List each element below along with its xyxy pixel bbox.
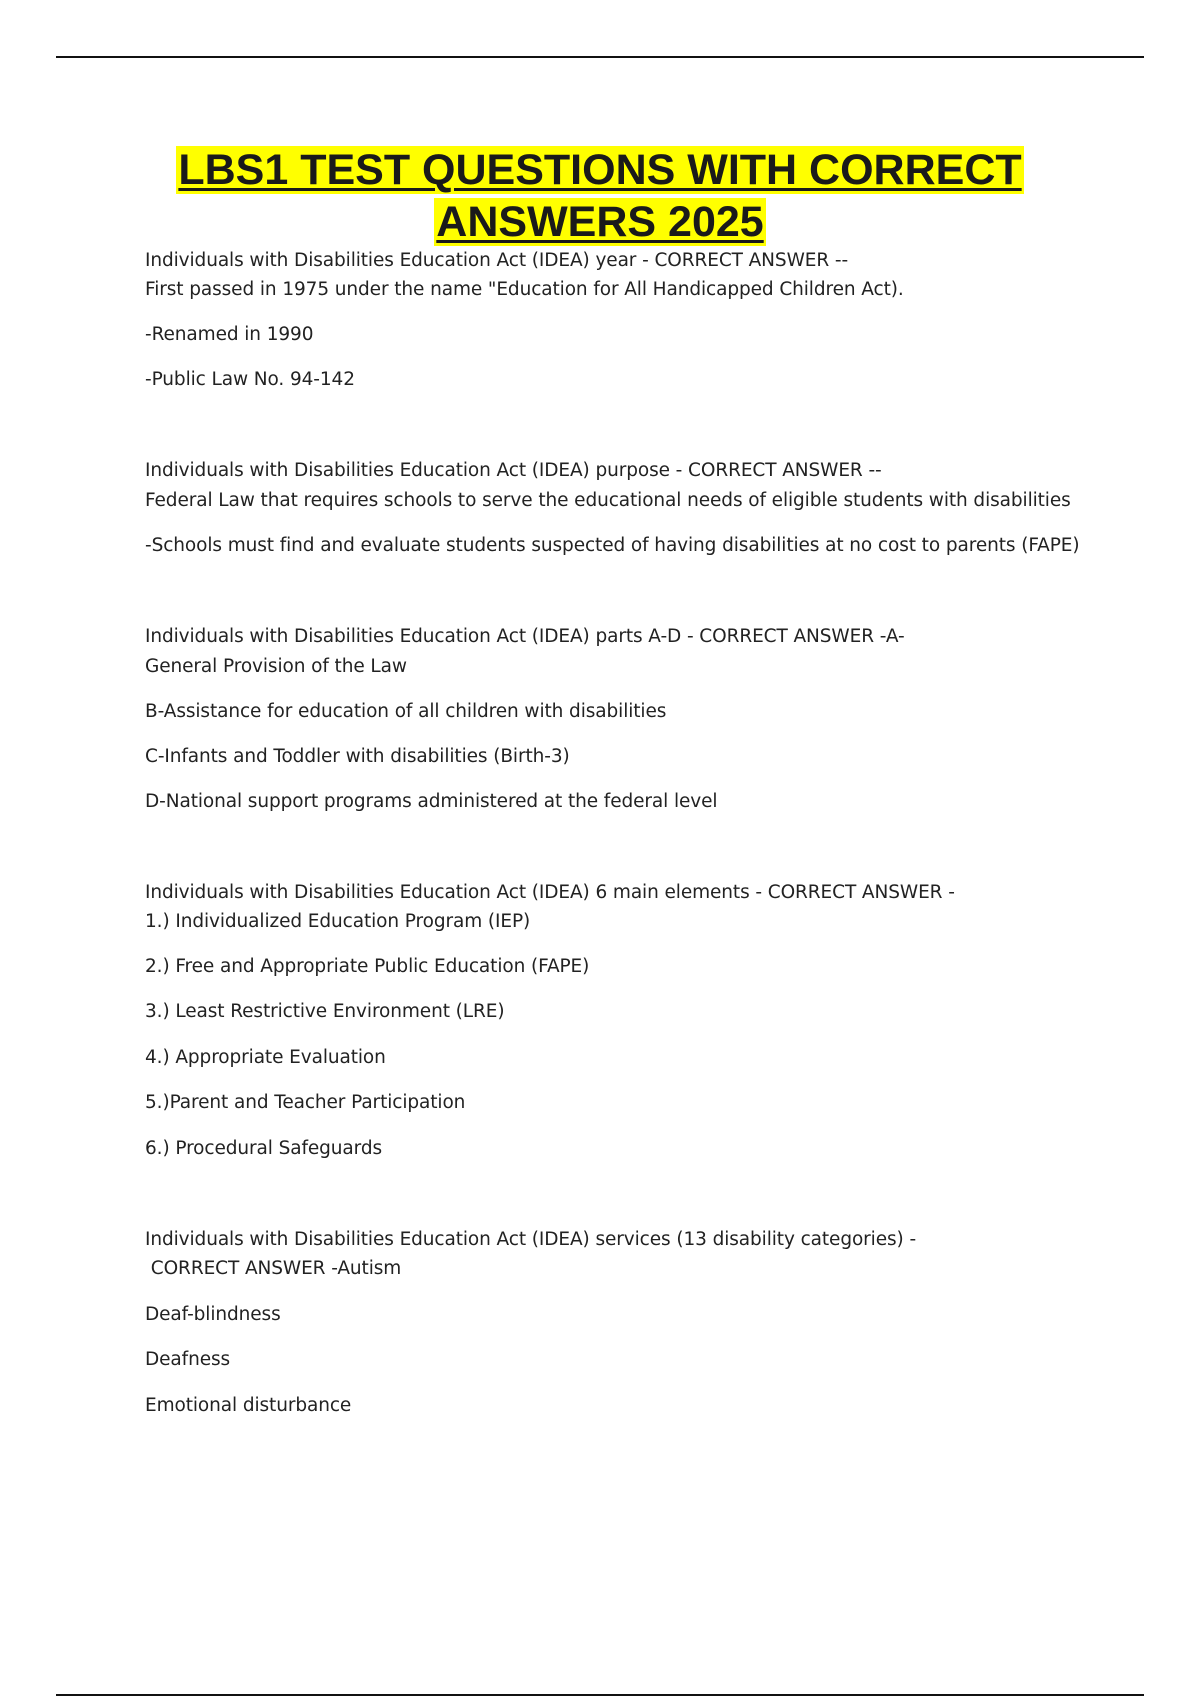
q3-answer-line: B-Assistance for education of all children with disabilities <box>145 701 667 722</box>
title-line-1: LBS1 TEST QUESTIONS WITH CORRECT <box>178 146 1022 194</box>
q5-answer-line: Deafness <box>145 1349 231 1370</box>
q1-answer-line: First passed in 1975 under the name "Education for All Handicapped Children Act). <box>145 279 904 300</box>
q1-question: Individuals with Disabilities Education Act (IDEA) year - CORRECT ANSWER -- <box>145 250 849 271</box>
top-rule <box>56 56 1144 58</box>
q5-answer-line: Deaf-blindness <box>145 1304 281 1325</box>
q4-answer-line: 3.) Least Restrictive Environment (LRE) <box>145 1001 505 1022</box>
q4-answer-line: 5.)Parent and Teacher Participation <box>145 1092 466 1113</box>
q3-answer-line: D-National support programs administered at the federal level <box>145 791 718 812</box>
q1-answer-line: -Public Law No. 94-142 <box>145 369 355 390</box>
q4-answer-line: 1.) Individualized Education Program (IEP) <box>145 911 531 932</box>
q2-answer-line: Federal Law that requires schools to serve the educational needs of eligible students with disabilities <box>145 490 1071 511</box>
q5-question: Individuals with Disabilities Education Act (IDEA) services (13 disability categories) - <box>145 1229 917 1250</box>
document-title <box>100 144 1100 248</box>
q4-answer-line: 6.) Procedural Safeguards <box>145 1138 383 1159</box>
q2-question: Individuals with Disabilities Education Act (IDEA) purpose - CORRECT ANSWER -- <box>145 460 882 481</box>
q3-question: Individuals with Disabilities Education Act (IDEA) parts A-D - CORRECT ANSWER -A- <box>145 626 905 647</box>
bottom-rule <box>56 1694 1144 1696</box>
q2-answer-line: -Schools must find and evaluate students suspected of having disabilities at no cost to parents (FAPE) <box>145 535 1080 556</box>
q3-answer-line: General Provision of the Law <box>145 656 407 677</box>
q5-answer-line: CORRECT ANSWER -Autism <box>145 1258 402 1279</box>
q5-answer-line: Emotional disturbance <box>145 1395 352 1416</box>
q4-answer-line: 2.) Free and Appropriate Public Education (FAPE) <box>145 956 590 977</box>
q1-answer-line: -Renamed in 1990 <box>145 324 314 345</box>
title-line-2: ANSWERS 2025 <box>436 198 764 246</box>
q4-question: Individuals with Disabilities Education Act (IDEA) 6 main elements - CORRECT ANSWER - <box>145 882 955 903</box>
q3-answer-line: C-Infants and Toddler with disabilities (Birth-3) <box>145 746 570 767</box>
q4-answer-line: 4.) Appropriate Evaluation <box>145 1047 386 1068</box>
